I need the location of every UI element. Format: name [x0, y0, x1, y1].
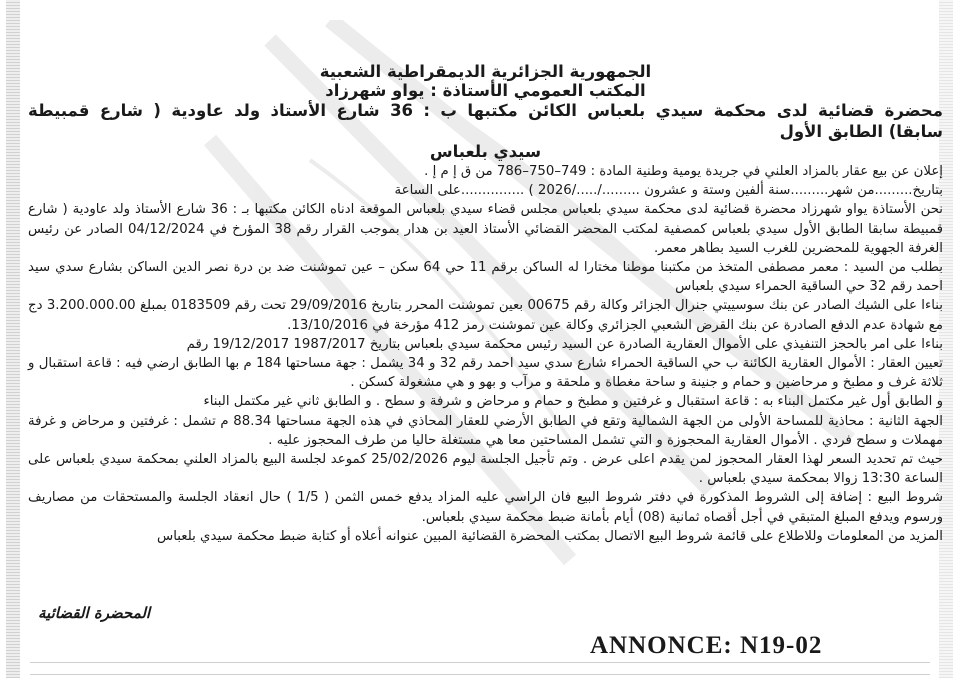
first-floor-paragraph: و الطابق أول غير مكتمل البناء به : قاعة استقبال و غرفتين و مطبخ و حمام و مرحاض و شرفة و سطح . و الطابق ثاني غير مكتمل البناء: [203, 394, 943, 410]
request-paragraph: بطلب من السيد : معمر مصطفى المتخذ من مكتبنا موطنا مختارا له الساكن برقم 11 حي 64 سكن – عين تموشنت ضد بن درة نصر الدين الساكن بشارع سدي سيد احمد رقم 32 حي الساقية الحمراء سيدي بلعباس: [28, 260, 943, 295]
scan-artifact-line: [30, 662, 930, 663]
property-designation: تعيين العقار : الأموال العقارية الكائنة ب حي الساقية الحمراء شارع سدي سيد احمد رقم 32 و 34 يشمل : جهة مساحتها 184 م بها الطابق ارضي فيه : قاعة استقبال و ثلاثة غرف و مطبخ و مرحاضين و حمام و جنينة و ساحة مغطاة و ملحقة و مرآب و بهو و هي مشغولة كسكن .: [28, 356, 943, 391]
scan-artifact-line: [30, 674, 930, 675]
city-heading: سيدي بلعباس: [429, 142, 542, 161]
scan-edge-left: [6, 0, 20, 678]
cheque-paragraph: بناءا على الشيك الصادر عن بنك سوسييتي جنرال الجزائر وكالة رقم 00675 بعين تموشنت المحرر بتاريخ 29/09/2016 تحت رقم 0183509 بمبلغ 3.200.000.00 دج مع شهادة عدم الدفع الصادرة عن بنك القرض الشعبي الجزائري وكالة عين تموشنت رمز 412 مؤرخة في 13/10/2016.: [28, 298, 943, 333]
office-heading: المكتب العمومي الأستاذة : يواو شهرزاد: [325, 81, 646, 100]
notice-title-line2: سابقا) الطابق الأول: [779, 122, 943, 141]
notice-title-line1: محضرة قضائية لدى محكمة سيدي بلعباس الكائن مكتبها ب : 36 شارع الأستاذ ولد عاودية ( شارع قمبيطة: [28, 101, 943, 120]
annonce-number: ANNONCE: N19-02: [590, 632, 823, 659]
second-area-paragraph: الجهة الثانية : محاذية للمساحة الأولى من الجهة الشمالية وتقع في الطابق الأرضي للعقار المحاذي في هذه الجهة مساحتها 88.34 م تشمل : غرفتين و مرحاض و غرفة مهملات و سطح فردي . الأموال العقارية المحجوزة و التي تشمل المساحتين معا هي مستغلة حاليا من طرف المحجوز عليه .: [28, 413, 943, 448]
seizure-order-paragraph: بناءا على امر بالحجز التنفيذي على الأموال العقارية الصادرة عن السيد رئيس محكمة سيدي بلعباس بتاريخ 1987/2017 19/12/2017 رقم: [186, 336, 943, 352]
auction-date-paragraph: حيث تم تحديد السعر لهذا العقار المحجوز لمن يقدم اعلى عرض . وتم تأجيل الجلسة ليوم 25/02/2026 كموعد لجلسة البيع بالمزاد العلني بمحكمة سيدي بلعباس على الساعة 13:30 زوالا بمحكمة سيدي بلعباس .: [28, 452, 943, 487]
date-line: بتاريخ.........من شهر.........سنة ألفين وستة و عشرون ........./...../2026 ) ...............على الساعة: [394, 183, 943, 199]
announcement-line: إعلان عن بيع عقار بالمزاد العلني في جريدة يومية وطنية المادة : 749–750–786 من ق إ م إ .: [424, 164, 943, 179]
republic-heading: الجمهورية الجزائرية الديمقراطية الشعبية: [319, 62, 652, 81]
sale-conditions-paragraph: شروط البيع : إضافة إلى الشروط المذكورة في دفتر شروط البيع فان الراسي عليه المزاد يدفع خمس الثمن ( 1/5 ) حال انعقاد الجلسة والمستحقات من مصاريف ورسوم ويدفع المبلغ المتبقي في أجل أقصاه ثمانية (08) أيام بأمانة ضبط محكمة سيدي بلعباس.: [28, 490, 944, 525]
more-info-paragraph: المزيد من المعلومات وللاطلاع على قائمة شروط البيع الاتصال بمكتب المحضرة القضائية المبين عنوانه أعلاه أو كتابة ضبط محكمة سيدي بلعباس: [157, 528, 943, 544]
notice-body: [28, 162, 943, 546]
bailiff-paragraph: نحن الأستاذة يواو شهرزاد محضرة قضائية لدى محكمة سيدي بلعباس مجلس قضاء سيدي بلعباس الموقعة ادناه الكائن مكتبها بـ : 36 شارع الأستاذ ولد عاودية ( شارع قمبيطة سابقا الطابق الأول سيدي بلعباس كمصفية لمكتب المحضر القضائي الأستاذ العيد بن هدار بموجب القرار رقم 38 المؤرخ في 04/12/2024 الصادر عن رئيس الغرفة الجهوية للمحضرين للغرب السيد بطاهر معمر.: [28, 202, 943, 256]
bailiff-signature: المحضرة القضائية: [38, 604, 151, 622]
legal-notice: [28, 62, 943, 546]
